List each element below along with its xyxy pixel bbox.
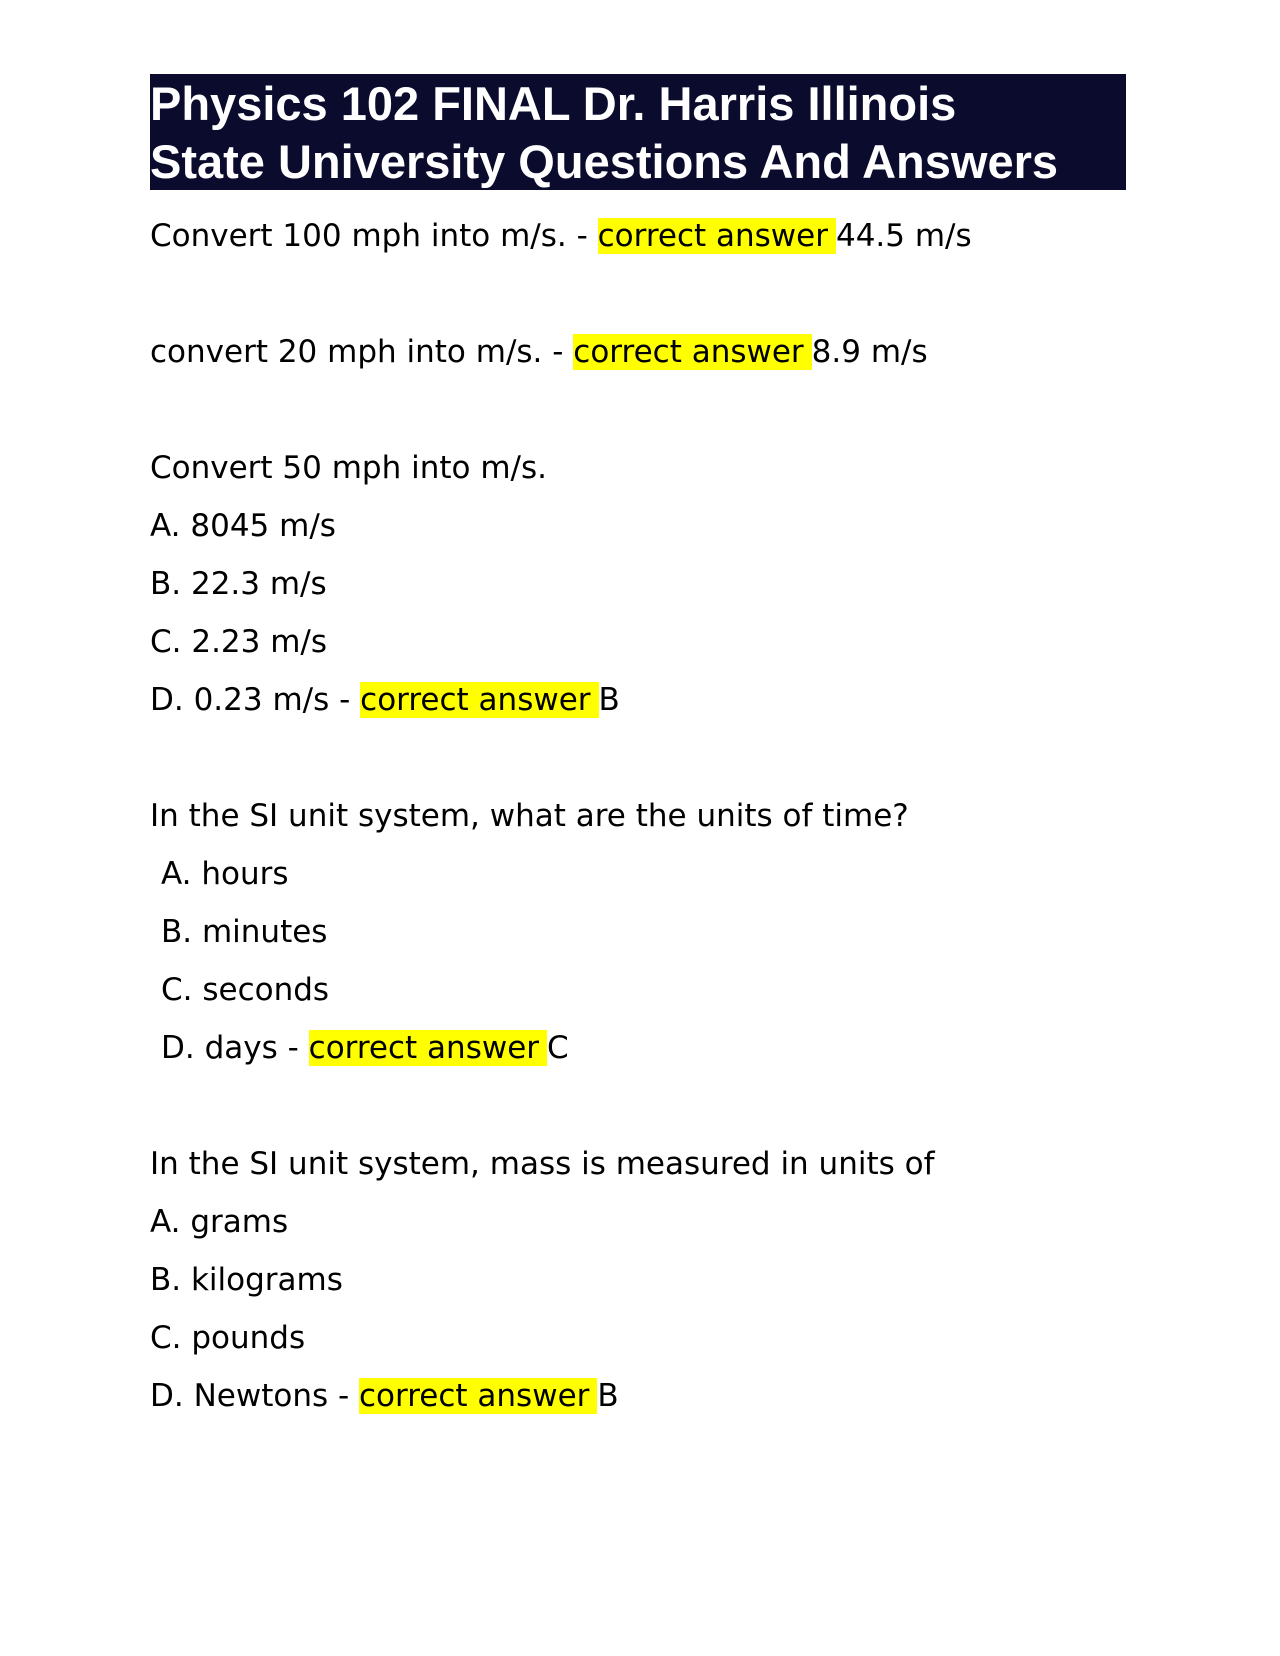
correct-answer-highlight: correct answer [360,682,598,718]
question-3-answer: B [598,682,620,718]
question-4-option-d-text: D. days - [161,1030,309,1066]
title-line-1: Physics 102 FINAL Dr. Harris Illinois [150,77,957,130]
question-2-text: convert 20 mph into m/s. - [150,334,574,370]
question-3-text: Convert 50 mph into m/s. [150,450,547,486]
question-5-text: In the SI unit system, mass is measured in units of [150,1146,935,1182]
title-line-2: State University Questions And Answers [150,135,1059,188]
correct-answer-highlight: correct answer [573,334,811,370]
question-4-option-c: C. seconds [161,972,330,1008]
question-4-text: In the SI unit system, what are the units of time? [150,798,909,834]
correct-answer-highlight: correct answer [359,1378,597,1414]
document-title [150,74,1126,190]
correct-answer-highlight: correct answer [598,218,836,254]
question-5-answer: B [597,1378,619,1414]
question-3-option-b: B. 22.3 m/s [150,566,327,602]
question-1 [150,216,972,256]
question-5-option-b: B. kilograms [150,1262,343,1298]
question-1-text: Convert 100 mph into m/s. - [150,218,598,254]
question-5-option-a: A. grams [150,1204,289,1240]
question-5-option-c: C. pounds [150,1320,306,1356]
question-4-answer: C [547,1030,569,1066]
question-3-option-d [150,680,620,720]
question-3-option-a: A. 8045 m/s [150,508,336,544]
question-2-answer: 8.9 m/s [811,334,928,370]
question-4-option-b: B. minutes [161,914,328,950]
question-4-option-d [161,1028,569,1068]
question-2 [150,332,928,372]
question-3-option-c: C. 2.23 m/s [150,624,328,660]
question-1-answer: 44.5 m/s [835,218,972,254]
question-5-option-d-text: D. Newtons - [150,1378,360,1414]
question-3-option-d-text: D. 0.23 m/s - [150,682,361,718]
correct-answer-highlight: correct answer [309,1030,547,1066]
question-4-option-a: A. hours [161,856,289,892]
question-5-option-d [150,1376,619,1416]
